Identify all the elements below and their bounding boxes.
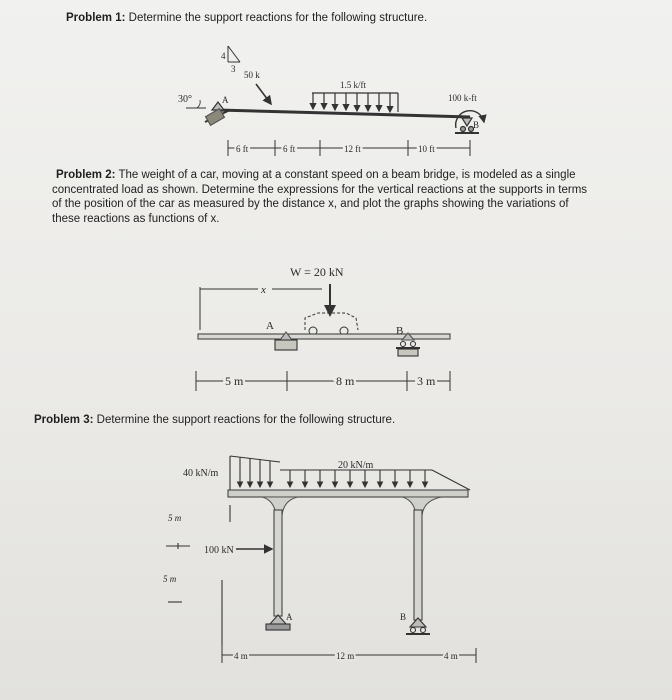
problem2-line4: these reactions as functions of x. [52,212,220,225]
angle-label: 30° [178,94,192,105]
dim2-label-2: 8 m [336,374,355,388]
dist-load-top-label: 20 kN/m [338,460,374,471]
support-b-3 [406,618,430,634]
height2-label: 5 m [163,574,177,584]
problem2-line1: The weight of a car, moving at a constant speed on a beam bridge, is modeled as a single [118,169,576,181]
dist-load-top-3 [280,470,470,490]
label-a-2: A [266,320,274,332]
problem3-text: Determine the support reactions for the following structure. [96,414,396,426]
problem3-label: Problem 3: [34,414,94,426]
slope-run-label: 3 [231,64,236,74]
dim3-label-3: 4 m [444,651,458,661]
frame-beam-3 [228,490,468,497]
support-a-1 [205,102,230,125]
moment-label: 100 k-ft [448,93,477,103]
dim1-label-2: 5 m [225,374,244,388]
dim2-label-3: 12 m [336,651,355,661]
dist-load-left-3 [230,456,280,490]
problem1-label: Problem 1: [66,12,126,24]
slope-rise-label: 4 [221,51,226,61]
column-b [414,510,422,620]
label-a-3: A [286,612,293,622]
dist-load-left-label: 40 kN/m [183,468,219,479]
slope-triangle [228,46,240,62]
label-b-2: B [396,325,404,337]
dim1-label-3: 4 m [234,651,248,661]
dist-load-1 [312,93,398,112]
column-a [274,510,282,616]
dim3-label-2: 3 m [417,374,436,388]
dim3-label-1: 12 ft [344,144,361,154]
height1-label: 5 m [168,513,182,523]
point-load-arrow-1 [256,84,271,104]
h-load-label: 100 kN [204,545,234,556]
problem1-labels [178,51,479,154]
problem1-text: Determine the support reactions for the following structure. [128,12,428,24]
label-b-3: B [400,612,407,622]
dim1-label-1: 6 ft [236,144,249,154]
label-a-1: A [222,95,229,105]
problem3-figure [166,456,476,663]
car-load-label: W = 20 kN [290,265,344,279]
dist-load-label-1: 1.5 k/ft [340,80,366,90]
problem2-label: Problem 2: [56,169,116,181]
problem2-labels [225,265,436,388]
beam-1 [218,110,470,117]
problem1-figure [186,46,484,156]
point-load-label-1: 50 k [244,70,260,80]
problem2-line3: of the position of the car as measured by the distance x, and plot the graphs showing the variations of [52,198,569,210]
x-label: x [261,284,266,296]
problem2-line2: concentrated load as shown. Determine the expressions for the vertical reactions at the supports in terms [52,183,588,196]
dim4-label-1: 10 ft [418,144,435,154]
label-b-1: B [473,120,480,130]
dim2-label-1: 6 ft [283,144,296,154]
